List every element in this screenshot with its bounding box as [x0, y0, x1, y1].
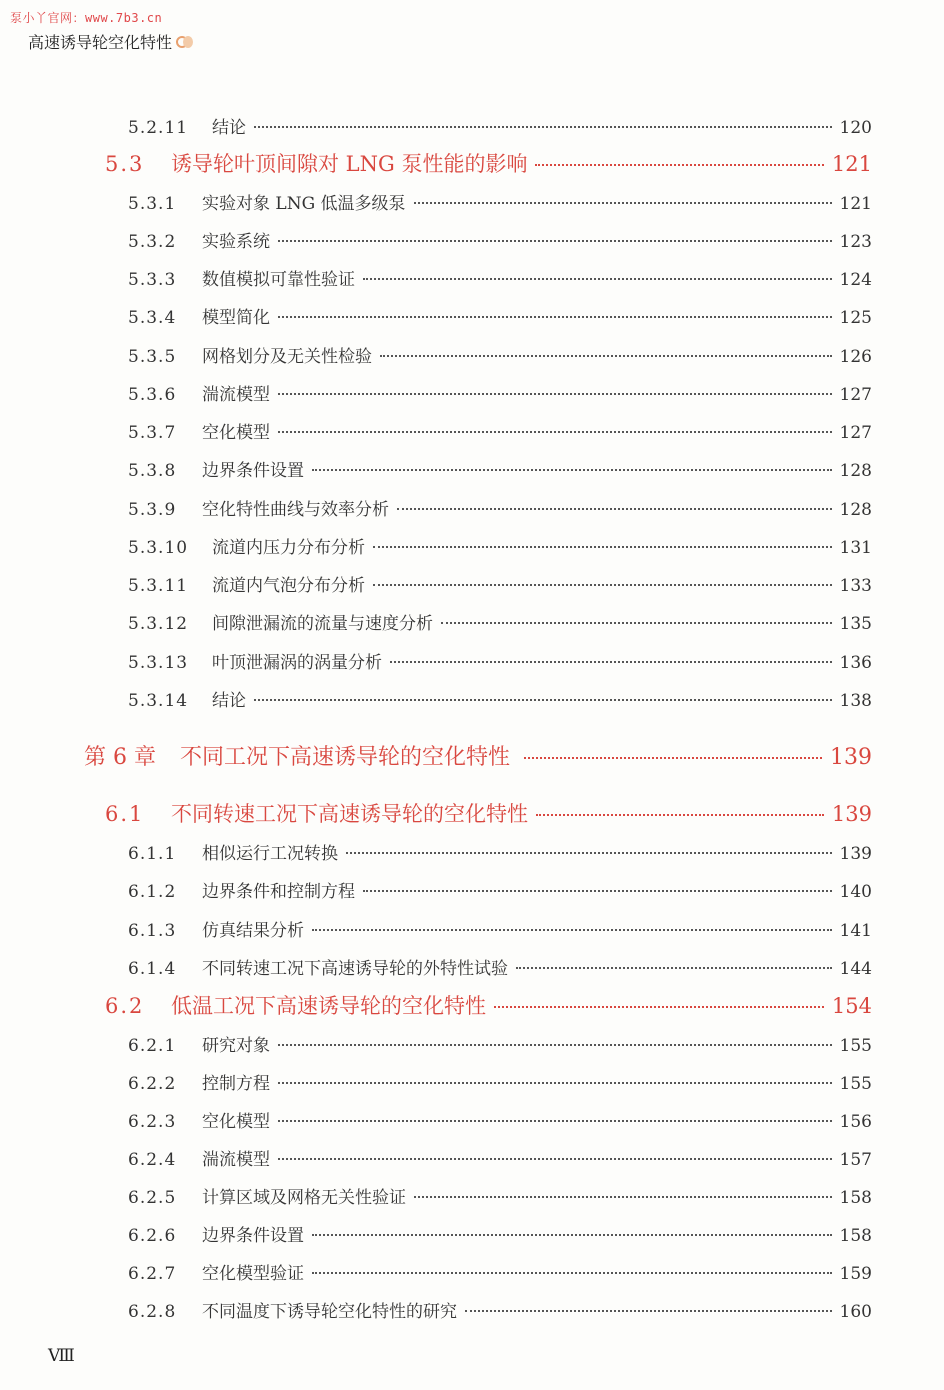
toc-entry-title: 边界条件和控制方程: [202, 882, 355, 902]
toc-entry-page: 144: [839, 959, 872, 979]
toc-leader-dots: [312, 929, 832, 931]
toc-entry-number: 5.3.1: [128, 194, 177, 214]
toc-entry-title: 数值模拟可靠性验证: [202, 270, 355, 290]
toc-entry-page: 139: [839, 844, 872, 864]
toc-entry-number: 6.2.3: [128, 1112, 177, 1132]
toc-leader-dots: [390, 661, 832, 663]
toc-entry-title: 不同温度下诱导轮空化特性的研究: [202, 1302, 457, 1322]
toc-entry-number: 5.2.11: [128, 118, 189, 138]
toc-leader-dots: [278, 1044, 832, 1046]
toc-entry[interactable]: [128, 1069, 872, 1094]
page-folio: Ⅷ: [48, 1346, 74, 1366]
toc-entry-page: 155: [839, 1074, 872, 1094]
toc-leader-dots: [380, 355, 832, 357]
toc-entry-number: 5.3.9: [128, 500, 177, 520]
toc-leader-dots: [312, 1272, 832, 1274]
toc-leader-dots: [254, 126, 832, 128]
toc-entry-title: 不同转速工况下高速诱导轮的外特性试验: [202, 959, 508, 979]
toc-entry-page: 139: [831, 802, 872, 826]
toc-entry-title: 间隙泄漏流的流量与速度分析: [212, 614, 433, 634]
toc-entry-title: 网格划分及无关性检验: [202, 347, 372, 367]
toc-entry[interactable]: [128, 113, 872, 138]
toc-entry-page: 154: [831, 994, 872, 1018]
toc-entry-title: 研究对象: [202, 1036, 270, 1056]
toc-entry[interactable]: [128, 916, 872, 941]
toc-entry-page: 158: [839, 1188, 872, 1208]
toc-entry-number: 5.3.6: [128, 385, 177, 405]
toc-leader-dots: [278, 1082, 832, 1084]
toc-leader-dots: [524, 757, 822, 759]
toc-entry-title: 湍流模型: [202, 1150, 270, 1170]
toc-entry-page: 158: [839, 1226, 872, 1246]
toc-entry-title: 不同工况下高速诱导轮的空化特性: [180, 745, 511, 770]
toc-entry-page: 126: [839, 347, 872, 367]
toc-entry[interactable]: [128, 1145, 872, 1170]
toc-entry[interactable]: [128, 954, 872, 979]
toc-entry-page: 139: [830, 745, 872, 770]
toc-leader-dots: [441, 622, 832, 624]
toc-entry[interactable]: [128, 456, 872, 481]
toc-entry[interactable]: [128, 686, 872, 711]
toc-entry-number: 6.2.7: [128, 1264, 177, 1284]
toc-leader-dots: [494, 1006, 824, 1008]
toc-entry-title: 仿真结果分析: [202, 921, 304, 941]
toc-entry-title: 不同转速工况下高速诱导轮的空化特性: [171, 802, 528, 826]
toc-leader-dots: [363, 278, 832, 280]
toc-entry[interactable]: [128, 1107, 872, 1132]
toc-entry-title: 空化模型: [202, 423, 270, 443]
toc-section-entry[interactable]: [105, 990, 872, 1020]
toc-entry-number: 5.3.2: [128, 232, 177, 252]
toc-entry-title: 控制方程: [202, 1074, 270, 1094]
toc-entry[interactable]: [128, 839, 872, 864]
toc-entry-number: 5.3: [105, 152, 145, 176]
toc-entry-page: 127: [839, 423, 872, 443]
toc-entry-title: 流道内气泡分布分析: [212, 576, 365, 596]
toc-entry-title: 空化模型: [202, 1112, 270, 1132]
toc-entry[interactable]: [128, 265, 872, 290]
toc-entry[interactable]: [128, 1259, 872, 1284]
toc-entry-page: 156: [839, 1112, 872, 1132]
toc-leader-dots: [312, 469, 832, 471]
toc-leader-dots: [535, 164, 823, 166]
toc-entry-page: 128: [839, 461, 872, 481]
toc-entry-number: 6.2.4: [128, 1150, 177, 1170]
toc-entry-number: 6.1.2: [128, 882, 177, 902]
toc-entry-title: 诱导轮叶顶间隙对 LNG 泵性能的影响: [171, 152, 528, 176]
toc-entry-number: 5.3.14: [128, 691, 189, 711]
running-head-title: 高速诱导轮空化特性: [28, 33, 173, 52]
toc-section-entry[interactable]: [105, 148, 872, 178]
toc-entry-page: 159: [839, 1264, 872, 1284]
toc-entry-number: 5.3.3: [128, 270, 177, 290]
toc-entry-title: 结论: [212, 118, 246, 138]
toc-leader-dots: [465, 1310, 832, 1312]
toc-entry-number: 6.2: [105, 994, 145, 1018]
toc-entry-number: 6.1.4: [128, 959, 177, 979]
toc-entry-number: 6.2.5: [128, 1188, 177, 1208]
toc-entry-title: 空化模型验证: [202, 1264, 304, 1284]
toc-leader-dots: [363, 890, 832, 892]
toc-entry-page: 155: [839, 1036, 872, 1056]
toc-section-entry[interactable]: [105, 798, 872, 828]
toc-entry-title: 结论: [212, 691, 246, 711]
toc-leader-dots: [373, 546, 832, 548]
toc-entry-number: 6.1.1: [128, 844, 177, 864]
toc-entry[interactable]: [128, 533, 872, 558]
toc-leader-dots: [397, 508, 832, 510]
toc-entry-number: 6.2.6: [128, 1226, 177, 1246]
toc-entry[interactable]: [128, 342, 872, 367]
toc-leader-dots: [536, 814, 824, 816]
toc-entry[interactable]: [128, 1183, 872, 1208]
toc-entry-page: 160: [839, 1302, 872, 1322]
toc-entry-page: 121: [839, 194, 872, 214]
toc-leader-dots: [278, 240, 832, 242]
toc-entry-number: 6.2.1: [128, 1036, 177, 1056]
toc-entry-page: 124: [839, 270, 872, 290]
toc-entry-title: 计算区域及网格无关性验证: [202, 1188, 406, 1208]
toc-entry[interactable]: [128, 609, 872, 634]
toc-entry-title: 相似运行工况转换: [202, 844, 338, 864]
toc-leader-dots: [278, 1120, 832, 1122]
toc-leader-dots: [312, 1234, 832, 1236]
toc-entry-title: 边界条件设置: [202, 1226, 304, 1246]
toc-entry-page: 135: [839, 614, 872, 634]
watermark-text: 泵小丫官网：www.7b3.cn: [10, 11, 163, 25]
toc-entry-page: 120: [839, 118, 872, 138]
toc-entry-number: 5.3.5: [128, 347, 177, 367]
running-head: [28, 30, 194, 53]
toc-entry-number: 5.3.11: [128, 576, 189, 596]
toc-entry-number: 5.3.12: [128, 614, 189, 634]
toc-entry-title: 湍流模型: [202, 385, 270, 405]
toc-entry[interactable]: [128, 1221, 872, 1246]
toc-leader-dots: [516, 967, 832, 969]
toc-entry-page: 157: [839, 1150, 872, 1170]
toc-entry-page: 140: [839, 882, 872, 902]
toc-entry[interactable]: [128, 418, 872, 443]
toc-entry-page: 121: [831, 152, 872, 176]
toc-entry-number: 6.1: [105, 802, 145, 826]
toc-entry-title: 叶顶泄漏涡的涡量分析: [212, 653, 382, 673]
toc-entry-number: 6.1.3: [128, 921, 177, 941]
toc-entry[interactable]: [128, 877, 872, 902]
toc-entry-page: 131: [839, 538, 872, 558]
toc-entry-title: 低温工况下高速诱导轮的空化特性: [171, 994, 486, 1018]
toc-leader-dots: [414, 1196, 832, 1198]
toc-entry-number: 6.2.8: [128, 1302, 177, 1322]
toc-entry-page: 133: [839, 576, 872, 596]
toc-entry[interactable]: [128, 571, 872, 596]
toc-entry-page: 138: [839, 691, 872, 711]
toc-leader-dots: [278, 431, 832, 433]
toc-entry[interactable]: [128, 495, 872, 520]
toc-entry-page: 141: [839, 921, 872, 941]
toc-leader-dots: [278, 316, 832, 318]
toc-entry-title: 流道内压力分布分析: [212, 538, 365, 558]
toc-entry-number: 5.3.7: [128, 423, 177, 443]
toc-entry-title: 实验系统: [202, 232, 270, 252]
toc-entry-title: 实验对象 LNG 低温多级泵: [202, 194, 406, 214]
toc-chapter-number: 第 6 章: [84, 745, 156, 770]
toc-entry-page: 128: [839, 500, 872, 520]
toc-leader-dots: [278, 393, 832, 395]
toc-chapter-entry[interactable]: [84, 740, 872, 771]
toc-entry[interactable]: [128, 1297, 872, 1322]
toc-entry-number: 5.3.4: [128, 308, 177, 328]
toc-leader-dots: [346, 852, 832, 854]
toc-entry-page: 125: [839, 308, 872, 328]
toc-entry[interactable]: [128, 189, 872, 214]
toc-entry-title: 空化特性曲线与效率分析: [202, 500, 389, 520]
book-logo-icon: [176, 35, 194, 49]
toc-entry-title: 模型简化: [202, 308, 270, 328]
toc-leader-dots: [254, 699, 832, 701]
toc-entry[interactable]: [128, 1031, 872, 1056]
toc-entry[interactable]: [128, 648, 872, 673]
toc-entry-number: 5.3.10: [128, 538, 189, 558]
toc-leader-dots: [414, 202, 832, 204]
toc-entry-page: 127: [839, 385, 872, 405]
toc-entry[interactable]: [128, 303, 872, 328]
toc-entry-title: 边界条件设置: [202, 461, 304, 481]
toc-leader-dots: [278, 1158, 832, 1160]
toc-entry-number: 6.2.2: [128, 1074, 177, 1094]
toc-leader-dots: [373, 584, 832, 586]
toc-entry-page: 123: [839, 232, 872, 252]
toc-entry-number: 5.3.8: [128, 461, 177, 481]
toc-entry[interactable]: [128, 227, 872, 252]
toc-entry[interactable]: [128, 380, 872, 405]
toc-entry-number: 5.3.13: [128, 653, 189, 673]
toc-entry-page: 136: [839, 653, 872, 673]
